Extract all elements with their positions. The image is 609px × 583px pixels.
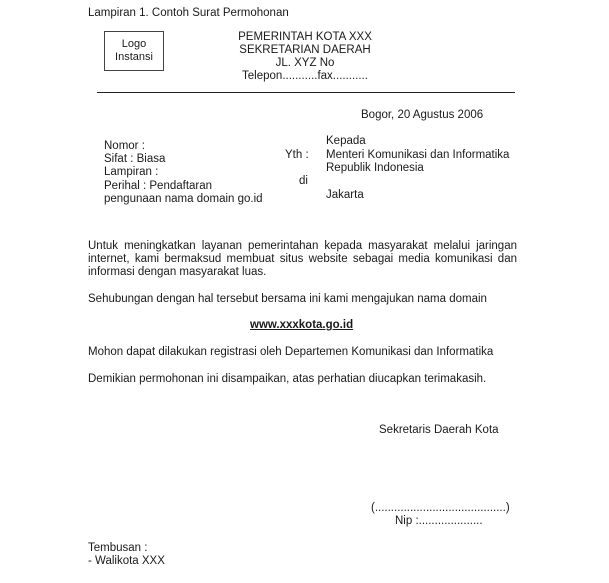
signature-title: Sekretaris Daerah Kota [379, 424, 499, 436]
tembusan-item: - Walikota XXX [88, 555, 165, 567]
body-paragraph-2: Sehubungan dengan hal tersebut bersama ini kami mengajukan nama domain [88, 293, 487, 305]
letterhead-line-4: Telepon...........fax........... [242, 70, 368, 82]
letterhead [196, 31, 414, 83]
signature-nip-line: Nip :.................... [395, 515, 483, 527]
domain-name-link[interactable]: www.xxxkota.go.id [250, 319, 354, 331]
date-place: Bogor, 20 Agustus 2006 [361, 109, 484, 121]
recipient-name-line-1: Menteri Komunikasi dan Informatika [326, 149, 510, 161]
perihal-field: Perihal : Pendaftaran [104, 180, 213, 192]
letterhead-line-3: JL. XYZ No [275, 57, 335, 69]
recipient-di: di [299, 175, 308, 187]
signature-name-line: (.........................................) [371, 502, 510, 514]
recipient-yth: Yth : [285, 149, 309, 161]
nomor-field: Nomor : [104, 140, 145, 152]
logo-placeholder [104, 31, 164, 71]
tembusan-label: Tembusan : [88, 542, 148, 554]
lampiran-field: Lampiran : [104, 166, 159, 178]
attachment-heading: Lampiran 1. Contoh Surat Permohonan [88, 7, 289, 19]
body-paragraph-4: Demikian permohonan ini disampaikan, atas perhatian diucapkan terimakasih. [88, 373, 487, 385]
recipient-city: Jakarta [326, 189, 364, 201]
logo-line-2: Instansi [115, 51, 153, 63]
recipient-name-line-2: Republik Indonesia [326, 162, 424, 174]
body-paragraph-1: Untuk meningkatkan layanan pemerintahan kepada masyarakat melalui jaringan internet, kami bermaksud membuat situs website sebagai media komunikasi dan informasi dengan masyarakat luas. [88, 240, 517, 278]
sifat-field: Sifat : Biasa [104, 153, 166, 165]
perihal-field-continued: pengunaan nama domain go.id [104, 193, 263, 205]
letterhead-line-1: PEMERINTAH KOTA XXX [238, 31, 372, 43]
recipient-kepada: Kepada [326, 135, 366, 147]
letterhead-line-2: SEKRETARIAN DAERAH [239, 44, 371, 56]
logo-line-1: Logo [121, 38, 147, 50]
letterhead-divider [97, 92, 515, 93]
body-paragraph-3: Mohon dapat dilakukan registrasi oleh Departemen Komunikasi dan Informatika [88, 346, 494, 358]
